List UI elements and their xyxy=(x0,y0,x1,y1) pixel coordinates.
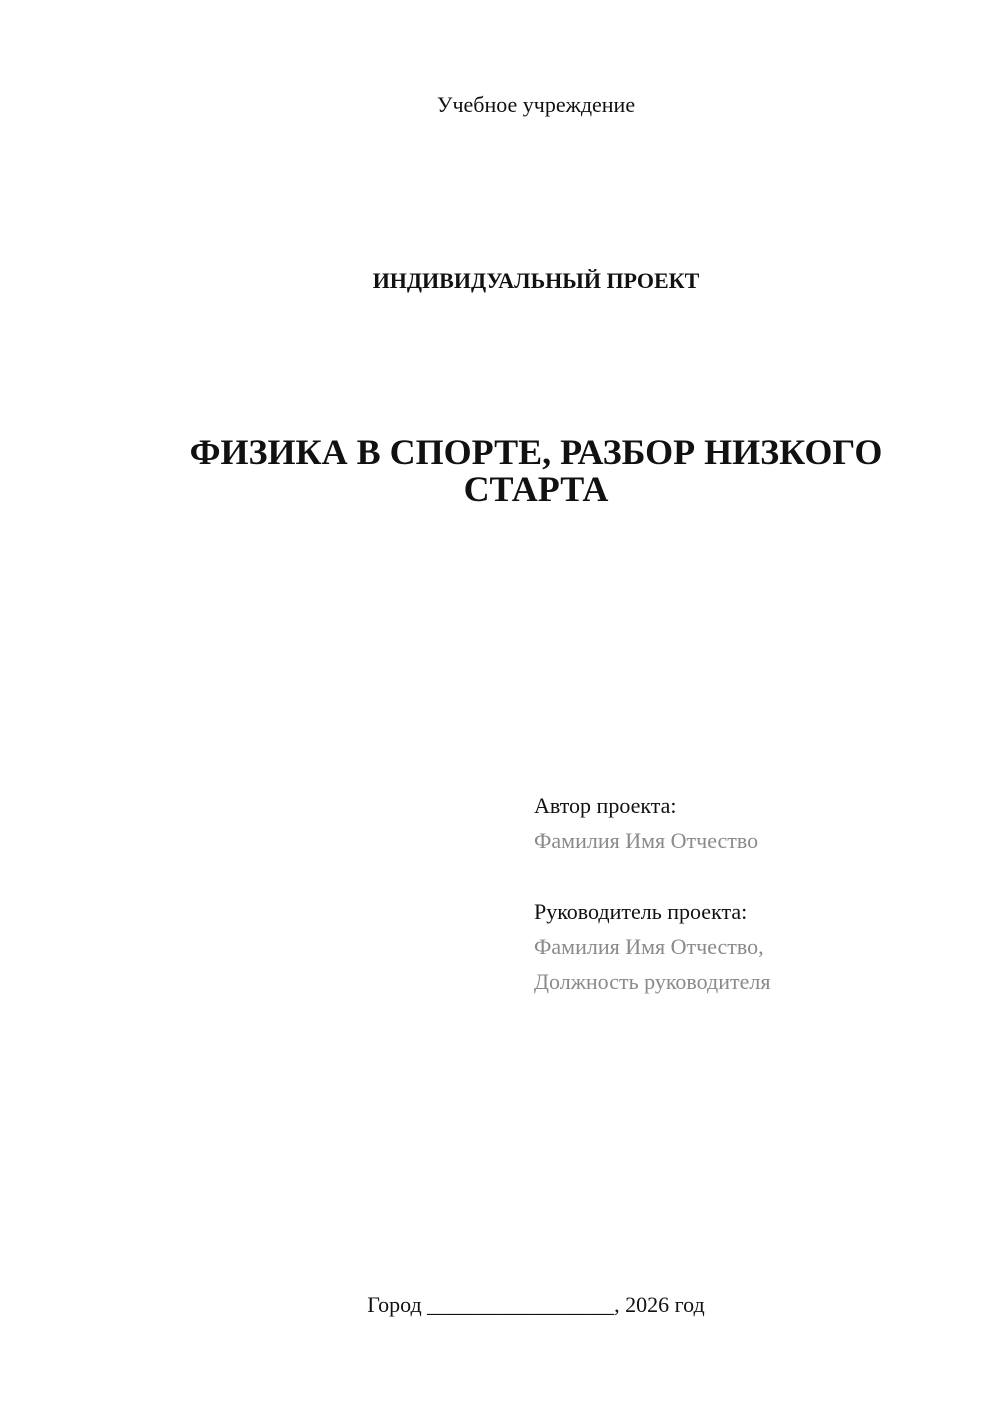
title-line-1: ФИЗИКА В СПОРТЕ, РАЗБОР НИЗКОГО xyxy=(189,432,883,472)
document-title xyxy=(150,434,922,508)
institution-name: Учебное учреждение xyxy=(436,92,636,117)
author-name: Фамилия Имя Отчество xyxy=(534,828,759,853)
supervisor-label: Руководитель проекта: xyxy=(534,899,748,924)
title-line-2: СТАРТА xyxy=(463,469,609,509)
city-year-footer: Город _________________, 2026 год xyxy=(367,1292,705,1317)
credits-block xyxy=(534,788,974,999)
supervisor-name: Фамилия Имя Отчество, xyxy=(534,934,764,959)
supervisor-position: Должность руководителя xyxy=(534,969,771,994)
credits-spacer xyxy=(534,858,974,894)
document-type: ИНДИВИДУАЛЬНЫЙ ПРОЕКТ xyxy=(372,268,700,293)
author-label: Автор проекта: xyxy=(534,793,677,818)
